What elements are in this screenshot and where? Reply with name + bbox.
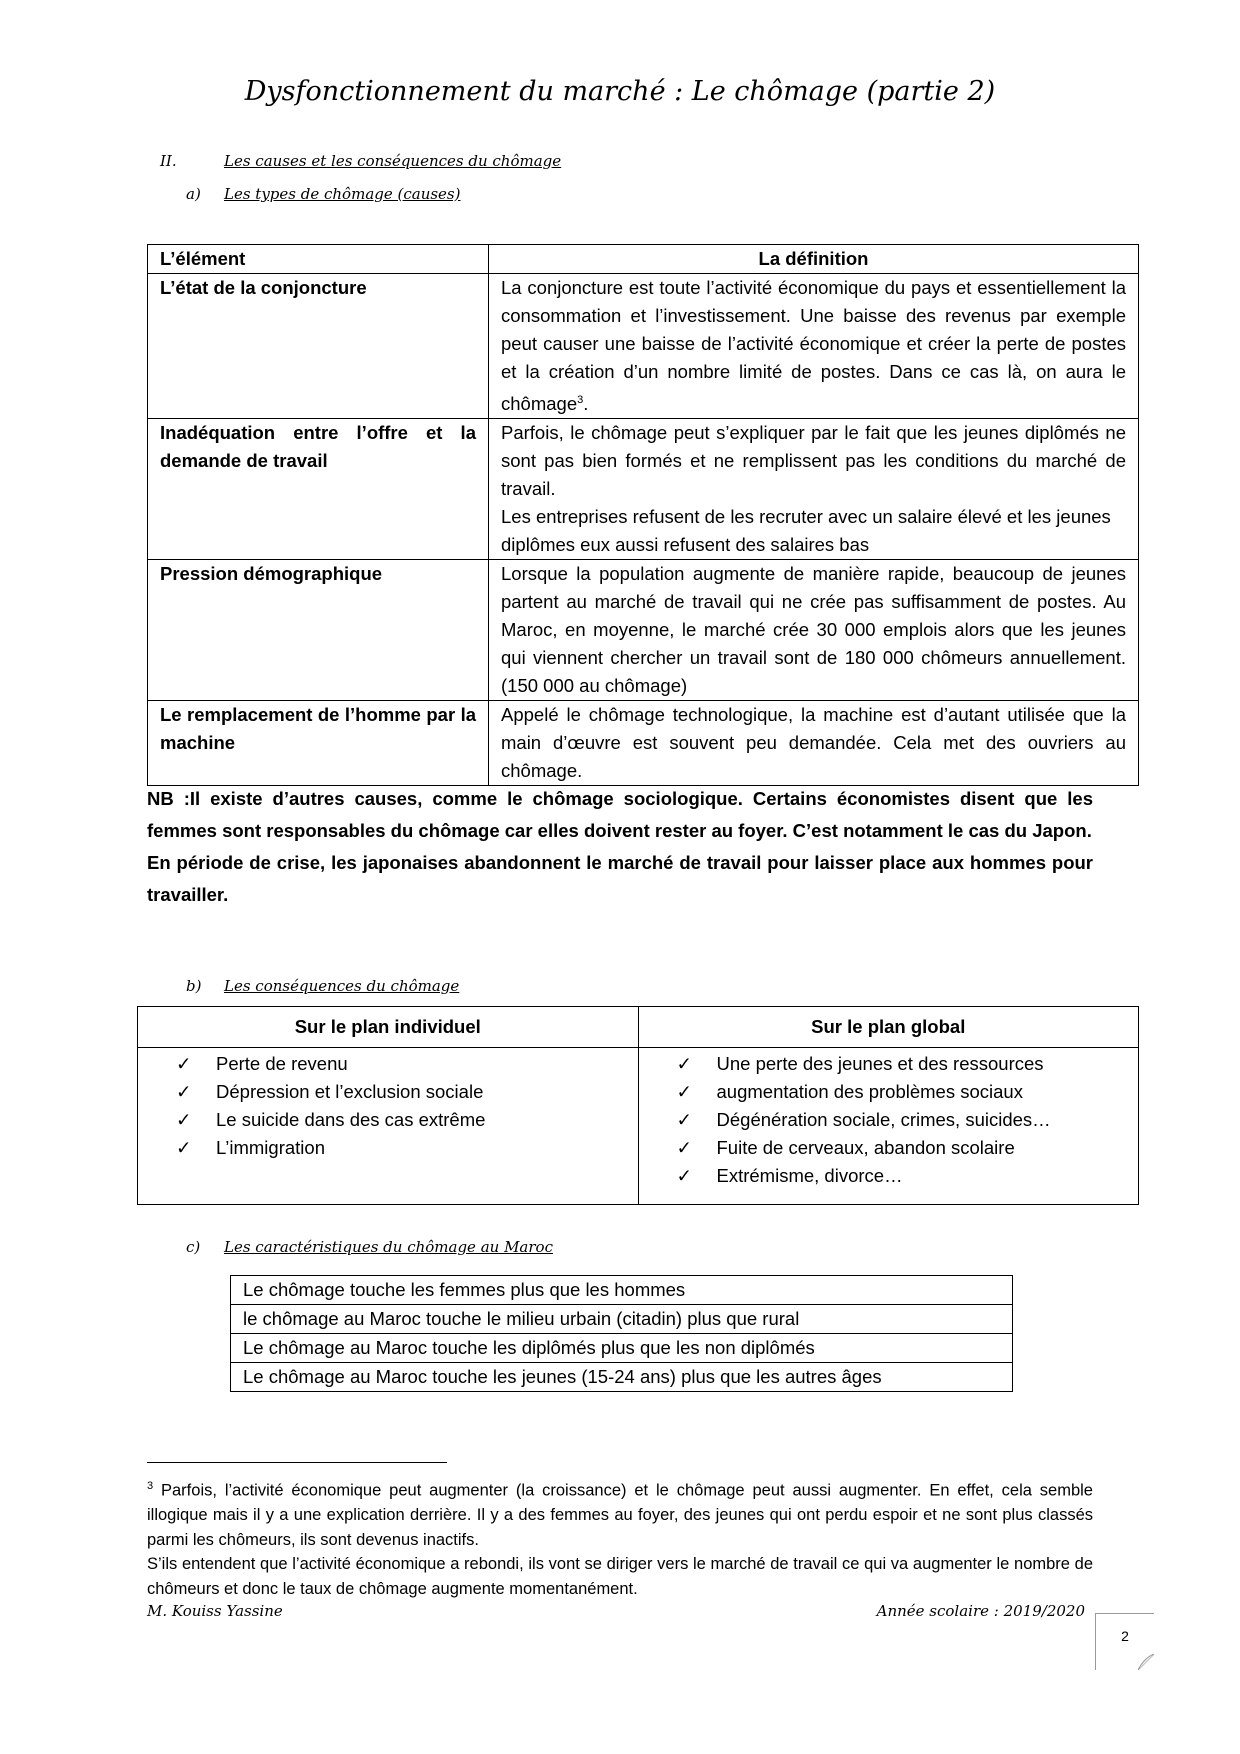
- consequences-table: [137, 1006, 1139, 1205]
- element-cell: L’état de la conjoncture: [148, 274, 489, 419]
- subsection-b-number: b): [186, 977, 202, 995]
- footnote: [147, 1474, 1093, 1601]
- table-row: Le chômage au Maroc touche les jeunes (15-24 ans) plus que les autres âges: [231, 1363, 1013, 1392]
- list-item: ✓ Extrémisme, divorce…: [687, 1162, 1139, 1190]
- individual-cell: [138, 1048, 639, 1205]
- footer-author: M. Kouiss Yassine: [147, 1602, 283, 1620]
- characteristics-table: [230, 1275, 1013, 1392]
- table-row: [148, 701, 1139, 786]
- global-cell: [638, 1048, 1139, 1205]
- element-cell: Pression démographique: [148, 560, 489, 701]
- subsection-a-heading: Les types de chômage (causes): [224, 185, 461, 203]
- definition-text: Parfois, le chômage peut s’expliquer par le fait que les jeunes diplômés ne sont pas bien formés et ne remplissent pas les conditions du marché de travail.: [501, 422, 1126, 500]
- table-row: [148, 274, 1139, 419]
- section-number: II.: [160, 152, 177, 170]
- nb-note: [147, 783, 1093, 911]
- definition-cell: Lorsque la population augmente de manière rapide, beaucoup de jeunes partent au marché de travail qui ne crée pas suffisamment de postes. Au Maroc, en moyenne, le marché crée 30 000 emplois alors que les jeunes qui viennent chercher un travail sont de 180 000 chômeurs annuellement. (150 000 au chômage): [489, 560, 1139, 701]
- check-icon: ✓: [176, 1053, 192, 1074]
- column-header: La définition: [489, 245, 1139, 274]
- table-row: Le chômage au Maroc touche les diplômés plus que les non diplômés: [231, 1334, 1013, 1363]
- causes-table: [147, 244, 1139, 786]
- footnote-text: Parfois, l’activité économique peut augmenter (la croissance) et le chômage peut aussi augmenter. En effet, cela semble illogique mais il y a une explication derrière. Il y a des femmes au foyer, des jeunes qui ont perdu espoir et ne sont plus classés parmi les chômeurs, ils sont devenus inactifs.: [147, 1481, 1093, 1549]
- list-item: ✓ L’immigration: [186, 1134, 638, 1162]
- definition-cell: [489, 419, 1139, 560]
- check-icon: ✓: [176, 1109, 192, 1130]
- list-item: ✓ augmentation des problèmes sociaux: [687, 1078, 1139, 1106]
- page-curl-icon: [1138, 1654, 1154, 1670]
- footnote-number: 3: [147, 1480, 154, 1492]
- table-row: le chômage au Maroc touche le milieu urbain (citadin) plus que rural: [231, 1305, 1013, 1334]
- check-icon: ✓: [676, 1137, 693, 1158]
- table-row: Le chômage touche les femmes plus que les hommes: [231, 1276, 1013, 1305]
- definition-cell: Appelé le chômage technologique, la machine est d’autant utilisée que la main d’œuvre est souvent peu demandée. Cela met des ouvriers au chômage.: [489, 701, 1139, 786]
- check-icon: ✓: [676, 1165, 693, 1186]
- footnote-text: S’ils entendent que l’activité économique a rebondi, ils vont se diriger vers le marché de travail ce qui va augmenter le nombre de chômeurs et donc le taux de chômage augmente momentanément.: [147, 1555, 1093, 1598]
- definition-text: Les entreprises refusent de les recruter avec un salaire élevé et les jeunes diplômes eux aussi refusent des salaires bas: [501, 506, 1111, 556]
- footnote-ref[interactable]: 3: [577, 394, 584, 406]
- definition-text: La conjoncture est toute l’activité économique du pays et essentiellement la consommation et l’investissement. Une baisse des revenus par exemple peut causer une baisse de l’activité économique et créer la perte de postes et la création d’un nombre limité de postes. Dans ce cas là, on aura le chômage: [501, 277, 1126, 415]
- check-icon: ✓: [176, 1137, 192, 1158]
- check-icon: ✓: [676, 1081, 693, 1102]
- definition-cell: La conjoncture est toute l’activité économique du pays et essentiellement la consommation et l’investissement. Une baisse des revenus par exemple peut causer une baisse de l’activité économique et créer la perte de postes et la création d’un nombre limité de postes. Dans ce cas là, on aura le chômage$^3$.: [489, 274, 1139, 419]
- page-title: Dysfonctionnement du marché : Le chômage (partie 2): [244, 76, 996, 107]
- subsection-c-heading: Les caractéristiques du chômage au Maroc: [224, 1238, 553, 1256]
- column-header: L’élément: [148, 245, 489, 274]
- subsection-b-heading: Les conséquences du chômage: [224, 977, 460, 995]
- nb-paragraph: NB :Il existe d’autres causes, comme le chômage sociologique. Certains économistes disent que les femmes sont responsables du chômage car elles doivent rester au foyer. C’est notamment le cas du Japon.: [147, 788, 1093, 841]
- section-heading: Les causes et les conséquences du chômage: [224, 152, 562, 170]
- element-cell: Le remplacement de l’homme par la machine: [148, 701, 489, 786]
- table-row: [148, 419, 1139, 560]
- subsection-c-number: c): [186, 1238, 201, 1256]
- table-row: [148, 560, 1139, 701]
- page-number: 2: [1095, 1613, 1154, 1670]
- element-cell: Inadéquation entre l’offre et la demande de travail: [148, 419, 489, 560]
- footnote-separator: [147, 1462, 447, 1463]
- footer-year: Année scolaire : 2019/2020: [876, 1602, 1085, 1620]
- list-item: ✓ Dépression et l’exclusion sociale: [186, 1078, 638, 1106]
- check-icon: ✓: [676, 1053, 693, 1074]
- list-item: ✓ Perte de revenu: [186, 1050, 638, 1078]
- list-item: ✓ Fuite de cerveaux, abandon scolaire: [687, 1134, 1139, 1162]
- column-header: Sur le plan global: [638, 1007, 1139, 1048]
- check-icon: ✓: [176, 1081, 192, 1102]
- column-header: Sur le plan individuel: [138, 1007, 639, 1048]
- subsection-a-number: a): [186, 185, 201, 203]
- list-item: ✓ Une perte des jeunes et des ressources: [687, 1050, 1139, 1078]
- list-item: ✓ Le suicide dans des cas extrême: [186, 1106, 638, 1134]
- check-icon: ✓: [676, 1109, 693, 1130]
- list-item: ✓ Dégénération sociale, crimes, suicides…: [687, 1106, 1139, 1134]
- nb-paragraph: En période de crise, les japonaises abandonnent le marché de travail pour laisser place aux hommes pour travailler.: [147, 852, 1093, 905]
